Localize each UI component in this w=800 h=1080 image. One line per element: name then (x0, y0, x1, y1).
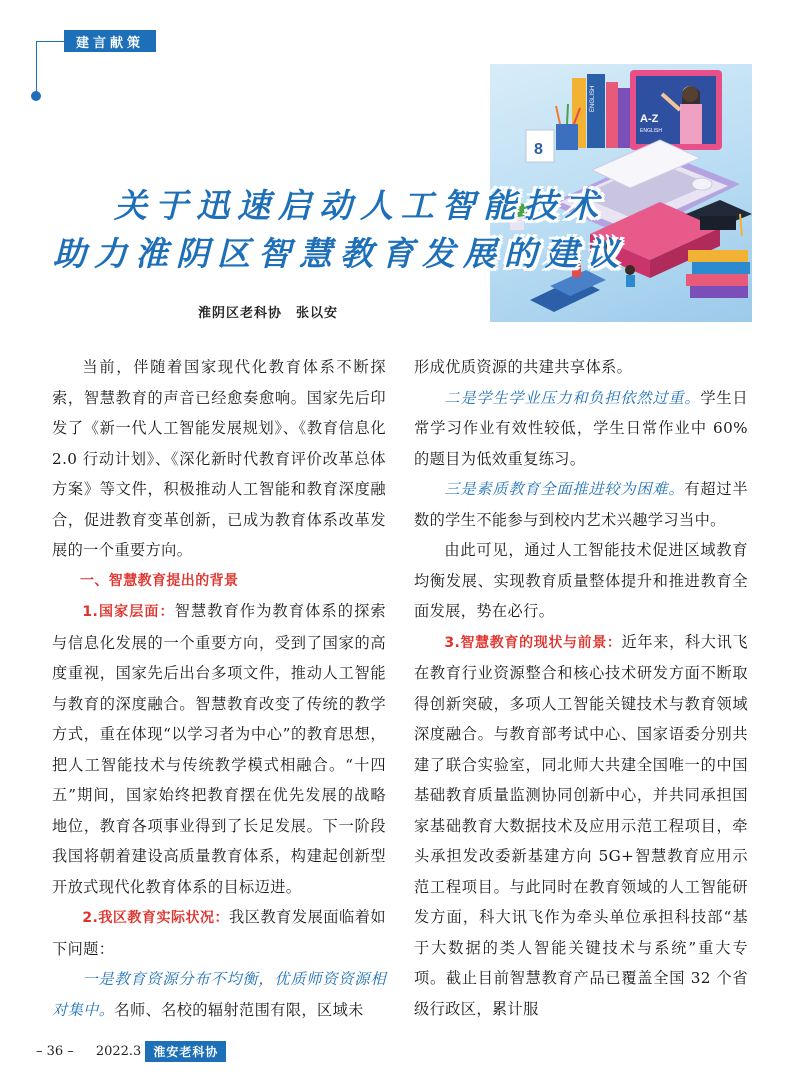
body-column-left (52, 352, 386, 1025)
calendar-number: 8 (534, 141, 543, 158)
paragraph (52, 596, 386, 902)
article-title-line-1: 关于迅速启动人工智能技术 (114, 186, 606, 225)
emphasis-text: 一是教育资源分布不均衡，优质师资资源相对集中。 (52, 970, 386, 1019)
paragraph: 由此可见，通过人工智能技术促进区域教育均衡发展、实现教育质量整体提升和推进教育全面发展，势在必行。 (414, 541, 748, 620)
book-label: ENGLISH (590, 85, 596, 112)
emphasis-text: 二是学生学业压力和负担依然过重。 (444, 388, 701, 407)
teacher-body (680, 104, 702, 144)
paragraph: 当前，伴随着国家现代化教育体系不断探索，智慧教育的声音已经愈奏愈响。国家先后印发了《新一代人工智能发展规划》、《教育信息化 2.0 行动计划》、《深化新时代教育评价改革总体方案》等文件，积极推动人工智能和教育深度融合，促进教育变革创新，已成为教育体系改革发展的一个重要方向。 (52, 358, 386, 559)
emphasis-text: 三是素质教育全面推进较为困难。 (444, 480, 685, 498)
book (686, 274, 748, 286)
paragraph-text: 近年来，科大讯飞在教育行业资源整合和核心技术研发方面不断取得创新突破，多项人工智能关键技术与教育领域深度融合。与教育部考试中心、国家语委分别共建了联合实验室，同北师大共建全国唯一的中国基础教育质量监测协同创新中心，并共同承担国家基础教育大数据技术及应用示范工程项目，牵头承担发改委新基建方向 5G+智慧教育应用示范工程项目。与此同时在教育领域的人工智能研发方面，科大讯飞作为牵头单位承担科技部“基于大数据的类人智能关键技术与系统”重大专项。截止目前智慧教育产品已覆盖全国 32 个省级行政区，累计服 (414, 632, 749, 1018)
author-line (198, 302, 338, 321)
body-column-right (414, 352, 748, 1024)
pencil-cup (556, 124, 578, 150)
issue-number: 2022.3 (95, 1043, 142, 1059)
paragraph (414, 383, 748, 475)
screen-sub-label: ENGLISH (640, 128, 662, 134)
paragraph-text: 我区教育发展面临着如下问题： (52, 908, 386, 958)
page-number: – 36 – (36, 1043, 74, 1059)
paragraph (52, 902, 386, 964)
article-title-line-2: 助力淮阴区智慧教育发展的建议 (53, 234, 627, 273)
page-footer (36, 1040, 226, 1062)
paragraph (414, 474, 748, 535)
column-tag: 建言献策 (64, 30, 156, 52)
magazine-name: 淮安老科协 (145, 1041, 226, 1062)
header-vertical-rule (36, 41, 37, 95)
book-spine (606, 82, 618, 148)
header-rule (36, 41, 64, 42)
header-dot (31, 91, 41, 101)
paragraph-text: 智慧教育作为教育体系的探索与信息化发展的一个重要方向，受到了国家的高度重视，国家先后出台多项文件，推动人工智能与教育的深度融合。智慧教育改变了传统的教学方式，重在体现“以学习者为中心”的教育思想，把人工智能技术与传统教学模式相融合。“十四五”期间，国家始终把教育摆在优先发展的战略地位，教育各项事业得到了长足发展。下一阶段我国将朝着建设高质量教育体系，构建起创新型开放式现代化教育体系的目标迈进。 (52, 602, 387, 896)
paragraph-lead: 3.智慧教育的现状与前景： (444, 634, 622, 651)
paragraph-text: 有超过半数的学生不能参与到校内艺术兴趣学习当中。 (414, 480, 748, 529)
book (690, 286, 748, 298)
screen-label: A-Z (640, 113, 659, 125)
author-organization: 淮阴区老科协 (198, 306, 283, 321)
paragraph-lead: 2.我区教育实际状况： (82, 910, 230, 926)
book-spine (618, 88, 632, 148)
paragraph-text: 名师、名校的辐射范围有限，区域未 (114, 1000, 364, 1019)
paragraph-text: 学生日常学习作业有效性较低，学生日常作业中 60%的题目为低效重复练习。 (414, 388, 748, 468)
paragraph (414, 627, 748, 1025)
author-name: 张以安 (296, 306, 339, 321)
paragraph-lead: 1.国家层面： (82, 604, 175, 620)
paragraph: 形成优质资源的共建共享体系。 (414, 358, 633, 376)
paragraph (52, 964, 386, 1025)
section-heading: 一、智慧教育提出的背景 (80, 572, 239, 589)
